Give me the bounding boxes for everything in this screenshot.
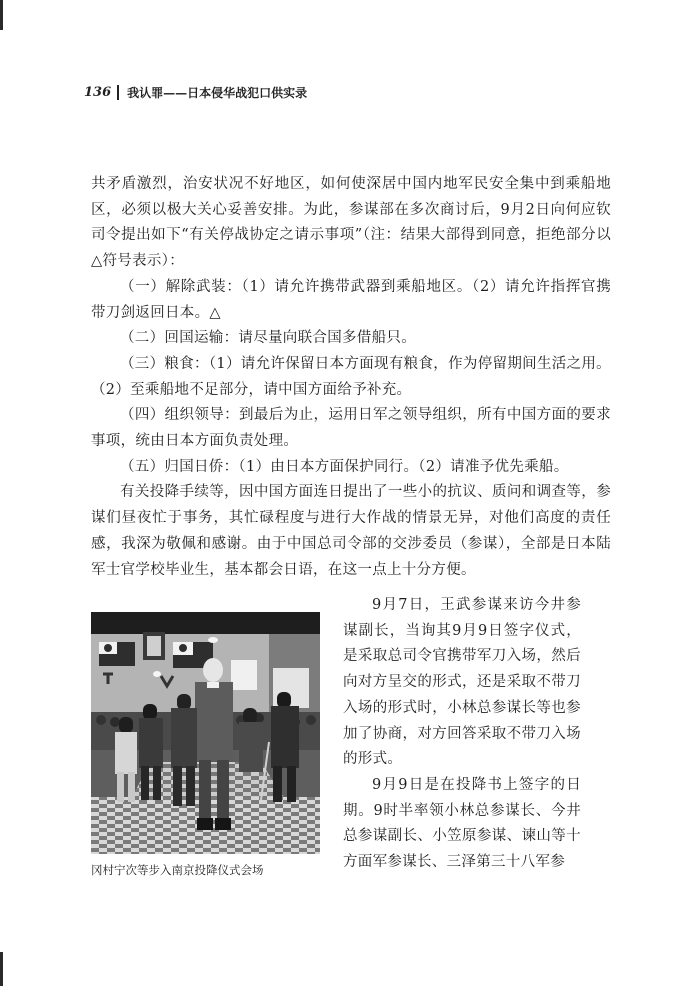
header-divider (117, 85, 119, 100)
paragraph: 共矛盾激烈，治安状况不好地区，如何使深居中国内地军民安全集中到乘船地区，必须以极大关心妥善安排。为此，参谋部在多次商讨后，9月2日向何应钦司令提出如下“有关停战协定之请示事项”（注：结果大部得到同意，拒绝部分以△符号表示）： (91, 176, 611, 270)
paragraph: （三）粮食：（1）请允许保留日本方面现有粮食，作为停留期间生活之用。（2）至乘船地不足部分，请中国方面给予补充。 (91, 355, 611, 398)
paragraph: 9月9日是在投降书上签字的日期。9时半率领小林总参谋长、今井总参谋副长、小笠原参谋、谏山等十方面军参谋长、三泽第三十八军参 (343, 776, 581, 871)
paragraph: 9月7日，王武参谋来访今井参谋副长，当询其9月9日签字仪式，是采取总司令官携带军刀入场，然后向对方呈交的形式，还是采取不带刀入场的形式时，小林总参谋长等也参加了协商，对方回答采取不带刀入场的形式。 (343, 597, 581, 768)
historical-photo (91, 612, 320, 854)
body-text (91, 172, 611, 583)
page-edge-mark-top (0, 0, 3, 30)
paragraph: 有关投降手续等，因中国方面连日提出了一些小的抗议、质问和调查等，参谋们昼夜忙于事务，其忙碌程度与进行大作战的情景无异，对他们高度的责任感，我深为敬佩和感谢。由于中国总司令部的交涉委员（参谋），全部是日本陆军士官学校毕业生，基本都会日语，在这一点上十分方便。 (91, 484, 611, 578)
photo-caption: 冈村宁次等步入南京投降仪式会场 (91, 863, 264, 877)
page-edge-mark-bottom (0, 952, 3, 986)
side-text (343, 593, 581, 876)
book-title: 我认罪——日本侵华战犯口供实录 (127, 86, 308, 100)
photo-illustration (91, 612, 320, 854)
running-header (84, 84, 307, 101)
paragraph: （一）解除武装：（1）请允许携带武器到乘船地区。（2）请允许指挥官携带刀剑返回日本。△ (91, 278, 611, 321)
page-number: 136 (84, 85, 112, 100)
paragraph: （二）回国运输：请尽量向联合国多借船只。 (120, 330, 416, 347)
paragraph: （五）归国日侨：（1）由日本方面保护同行。（2）请准予优先乘船。 (120, 458, 569, 475)
paragraph: （四）组织领导：到最后为止，运用日军之领导组织，所有中国方面的要求事项，统由日本方面负责处理。 (91, 407, 611, 450)
